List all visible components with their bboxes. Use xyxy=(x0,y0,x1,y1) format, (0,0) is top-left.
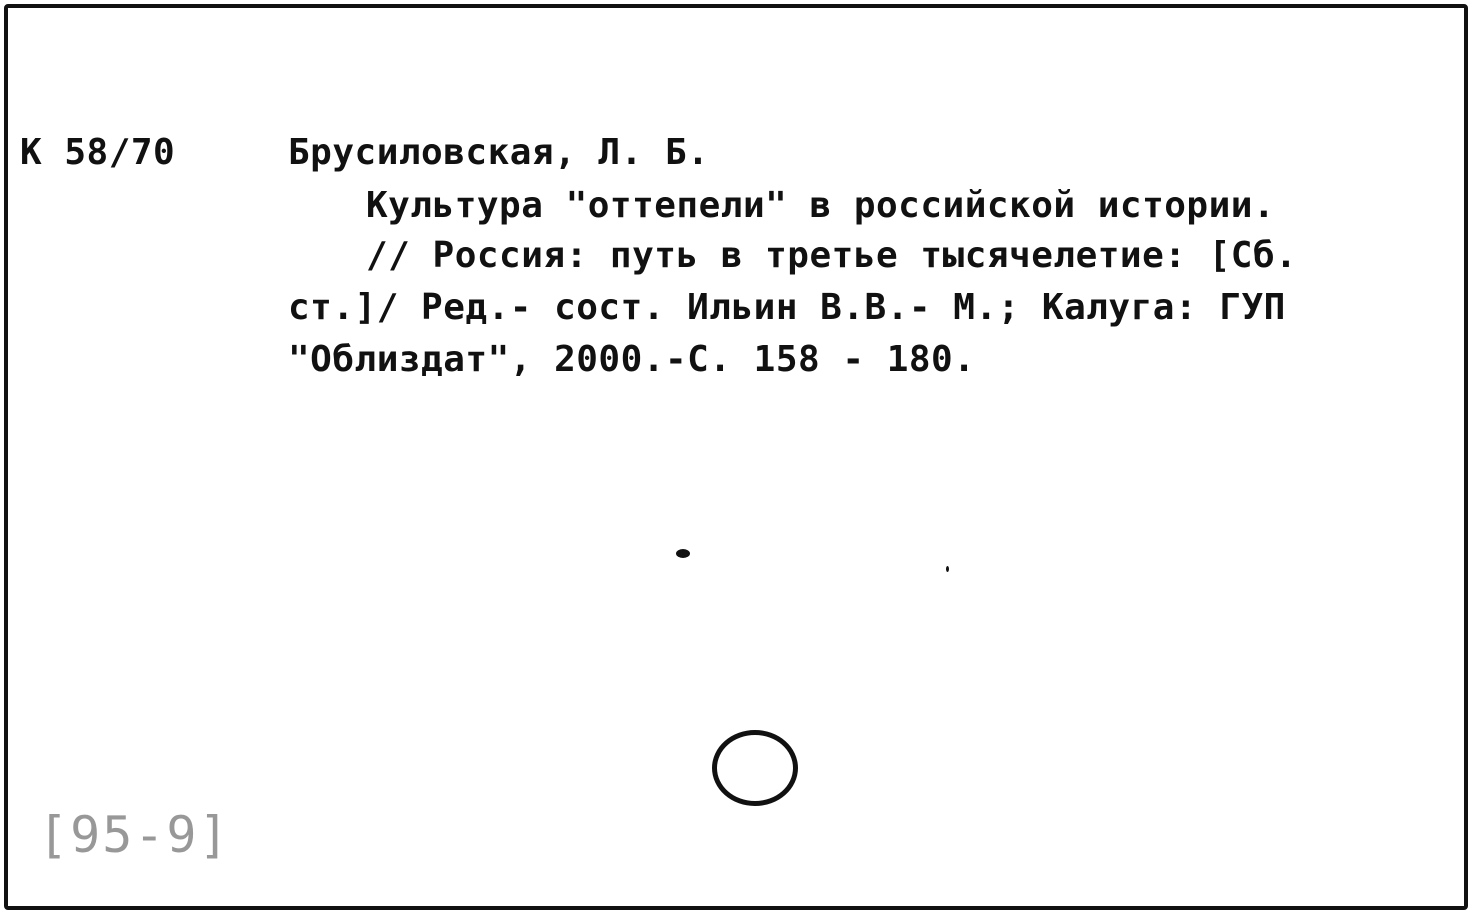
shelfmark: К 58/70 xyxy=(20,132,176,173)
punch-hole xyxy=(712,730,798,806)
title-line: Культура "оттепели" в российской истории. xyxy=(366,185,1276,226)
author-heading: Брусиловская, Л. Б. xyxy=(288,132,710,173)
publisher-line: "Облиздат", 2000.-С. 158 - 180. xyxy=(288,339,976,380)
source-line: // Россия: путь в третье тысячелетие: [Сб. xyxy=(366,235,1298,276)
ink-speck xyxy=(946,566,949,572)
editor-line: ст.]/ Ред.- сост. Ильин В.В.- М.; Калуга: ГУП xyxy=(288,287,1286,328)
ink-speck xyxy=(676,549,690,558)
faded-stamp: [95-9] xyxy=(38,806,231,864)
